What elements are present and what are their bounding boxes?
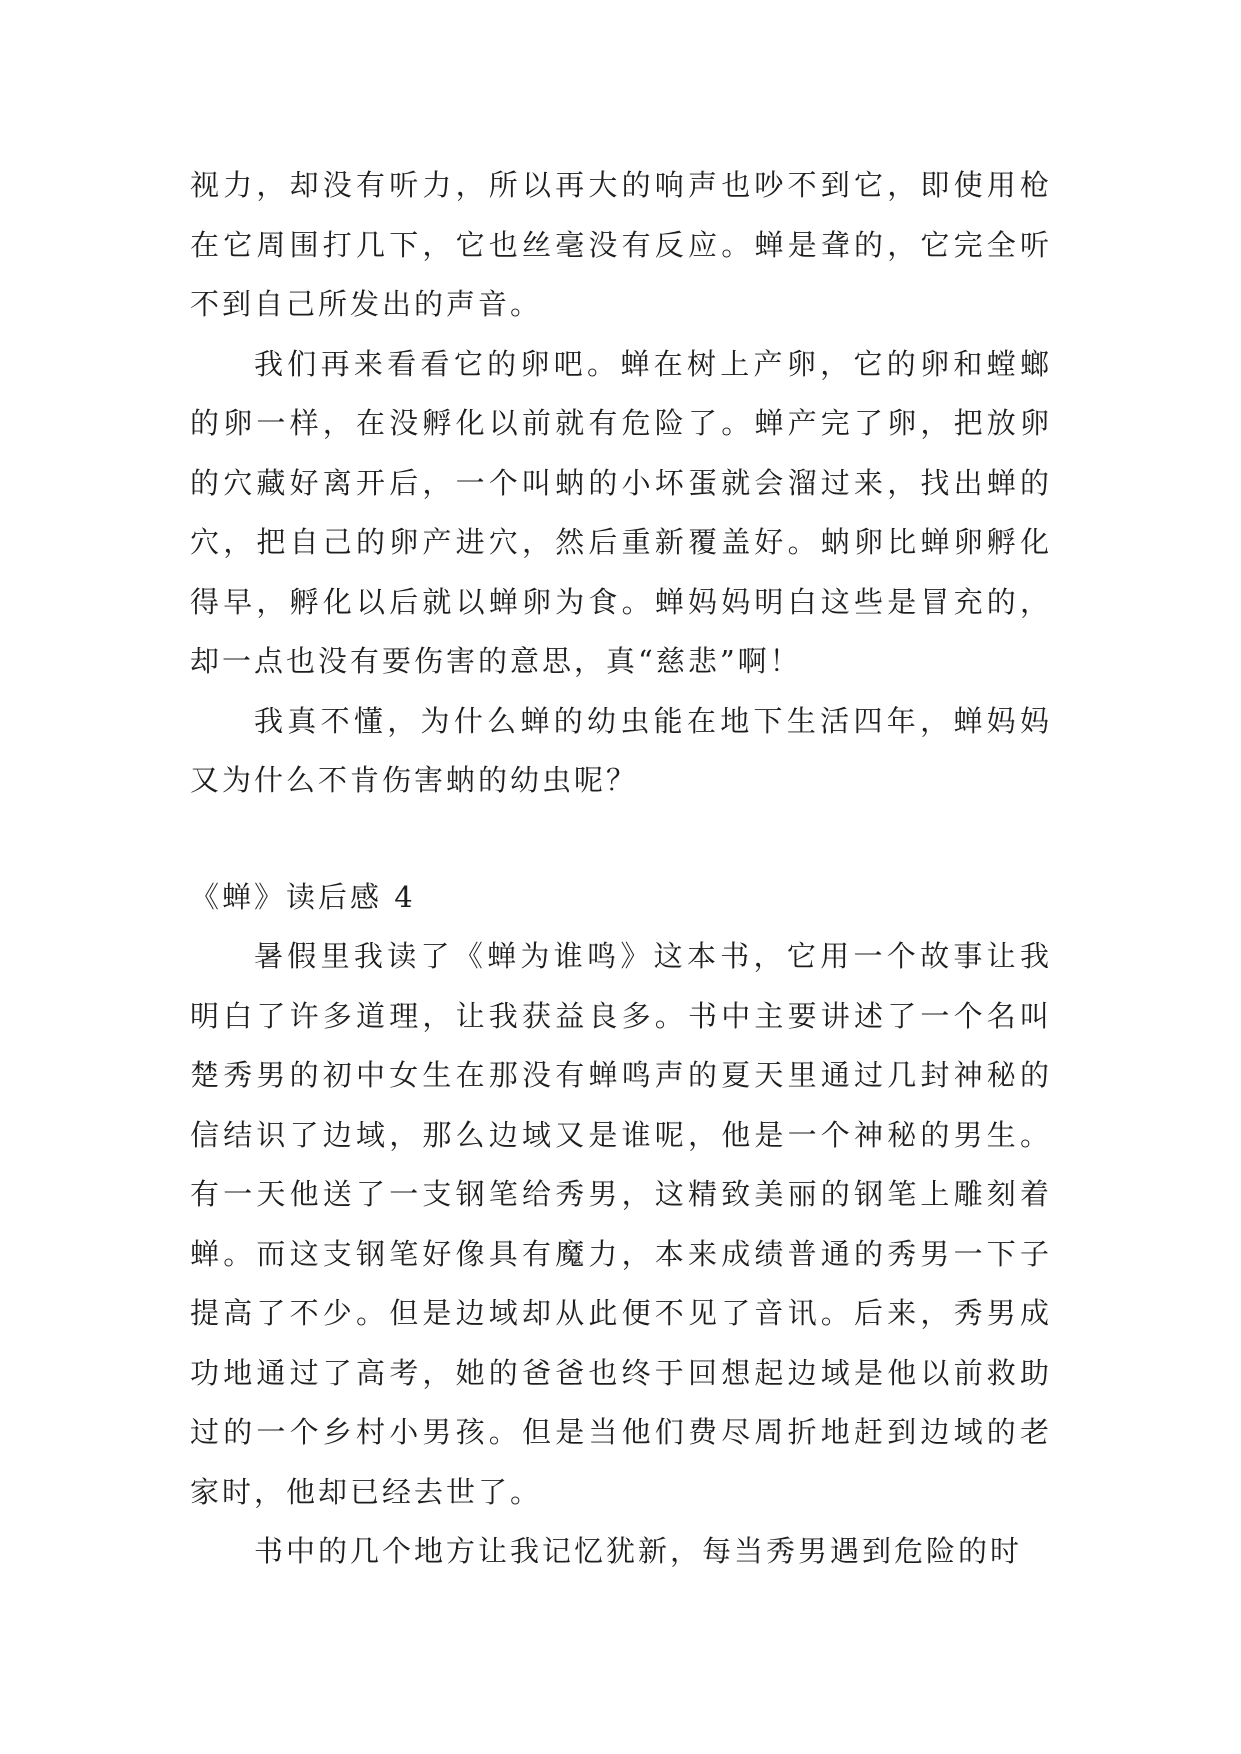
paragraph-2: 我们再来看看它的卵吧。蝉在树上产卵，它的卵和螳螂的卵一样，在没孵化以前就有危险了。蝉产完了卵，把放卵的穴藏好离开后，一个叫蚋的小坏蛋就会溜过来，找出蝉的穴，把自己的卵产进穴，然后重新覆盖好。蚋卵比蝉卵孵化得早，孵化以后就以蝉卵为食。蝉妈妈明白这些是冒充的，却一点也没有要伤害的意思，真“慈悲”啊！ [190,346,1052,678]
document-body [190,156,1052,1582]
paragraph-3: 我真不懂，为什么蝉的幼虫能在地下生活四年，蝉妈妈又为什么不肯伤害蚋的幼虫呢？ [190,703,1052,797]
paragraph-1: 视力，却没有听力，所以再大的响声也吵不到它，即使用枪在它周围打几下，它也丝毫没有反应。蝉是聋的，它完全听不到自己所发出的声音。 [190,168,1052,321]
section-heading: 《蝉》读后感 4 [190,879,416,914]
section-spacer [190,811,1052,868]
paragraph-5: 书中的几个地方让我记忆犹新，每当秀男遇到危险的时 [254,1534,1023,1568]
paragraph-4: 暑假里我读了《蝉为谁鸣》这本书，它用一个故事让我明白了许多道理，让我获益良多。书中主要讲述了一个名叫楚秀男的初中女生在那没有蝉鸣声的夏天里通过几封神秘的信结识了边域，那么边域又是谁呢，他是一个神秘的男生。有一天他送了一支钢笔给秀男，这精致美丽的钢笔上雕刻着蝉。而这支钢笔好像具有魔力，本来成绩普通的秀男一下子提高了不少。但是边域却从此便不见了音讯。后来，秀男成功地通过了高考，她的爸爸也终于回想起边域是他以前救助过的一个乡村小男孩。但是当他们费尽周折地赶到边域的老家时，他却已经去世了。 [190,939,1052,1509]
